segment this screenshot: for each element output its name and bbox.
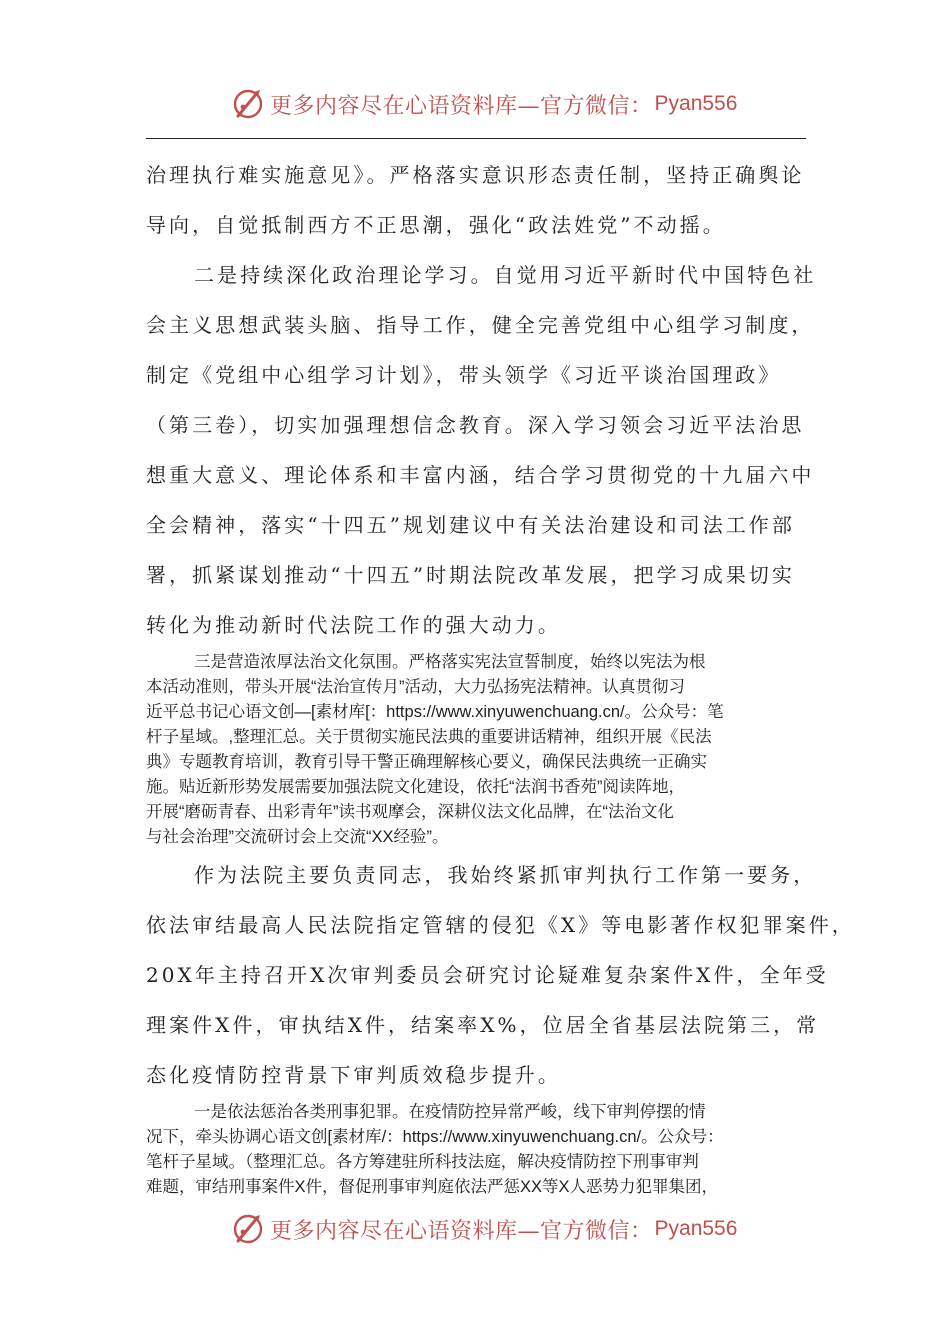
pen-seal-logo-icon — [230, 1211, 266, 1247]
text-line: 一是依法惩治各类刑事犯罪。在疫情防控异常严峻，线下审判停摆的情 — [194, 1103, 706, 1121]
text-line: 治理执行难实施意见》。严格落实意识形态责任制，坚持正确舆论 — [146, 163, 805, 187]
text-line: 施。贴近新形势发展需要加强法院文化建设，依托“法润书香苑”阅读阵地， — [146, 778, 685, 796]
text-line: 典》专题教育培训，教育引导干警正确理解核心要义，确保民法典统一正确实 — [146, 753, 707, 771]
text-line: 三是营造浓厚法治文化氛围。严格落实宪法宣誓制度，始终以宪法为根 — [194, 653, 706, 671]
footer-banner-text: 更多内容尽在心语资料库—官方微信： — [270, 1218, 653, 1244]
text-line: 态化疫情防控背景下审判质效稳步提升。 — [146, 1063, 561, 1087]
text-line: 杆子星域。,整理汇总。关于贯彻实施民法典的重要讲话精神，组织开展《民法 — [146, 728, 712, 746]
paragraph-continuation — [146, 150, 810, 250]
paragraph-criminal-cases — [146, 1100, 810, 1200]
text-line: 况下，牵头协调心语文创[素材库/：https://www.xinyuwenchuang.cn/。公众号： — [146, 1128, 724, 1146]
text-line: 与社会治理”交流研讨会上交流“XX经验”。 — [146, 828, 449, 846]
header-banner-text: 更多内容尽在心语资料库—官方微信： — [270, 93, 653, 119]
document-body — [146, 150, 855, 1200]
text-line: 导向，自觉抵制西方不正思潮，强化“政法姓党”不动摇。 — [146, 213, 726, 237]
footer-banner — [230, 1207, 750, 1251]
text-line: 近平总书记心语文创—[素材库[：https://www.xinyuwenchuang.cn/。公众号：笔 — [146, 703, 724, 721]
text-line: 20X年主持召开X次审判委员会研究讨论疑难复杂案件X件，全年受 — [146, 963, 829, 987]
text-line: 难题，审结刑事案件X件，督促刑事审判庭依法严惩XX等X人恶势力犯罪集团， — [146, 1178, 719, 1196]
text-line: 想重大意义、理论体系和丰富内涵，结合学习贯彻党的十九届六中 — [146, 463, 815, 487]
text-line: 会主义思想武装头脑、指导工作，健全完善党组中心组学习制度， — [146, 313, 815, 337]
text-line: 本活动准则，带头开展“法治宣传月”活动，大力弘扬宪法精神。认真贯彻习 — [146, 678, 685, 696]
text-line: （第三卷），切实加强理想信念教育。深入学习领会习近平法治思 — [146, 413, 805, 437]
pen-seal-logo-icon — [230, 86, 266, 122]
paragraph-political-theory — [146, 250, 817, 650]
header-banner — [230, 82, 750, 126]
text-line: 转化为推动新时代法院工作的强大动力。 — [146, 613, 561, 637]
paragraph-legal-culture — [146, 650, 810, 850]
text-line: 署，抓紧谋划推动“十四五”时期法院改革发展，把学习成果切实 — [146, 563, 795, 587]
footer-banner-wechat-id: Pyan556 — [654, 1217, 738, 1240]
text-line: 依法审结最高人民法院指定管辖的侵犯《X》等电影著作权犯罪案件， — [146, 913, 855, 937]
text-line: 笔杆子星域。（整理汇总。各方筹建驻所科技法庭，解决疫情防控下刑事审判 — [146, 1153, 699, 1171]
text-line: 开展“磨砺青春、出彩青年”读书观摩会，深耕仪法文化品牌，在“法治文化 — [146, 803, 674, 821]
text-line: 制定《党组中心组学习计划》，带头领学《习近平谈治国理政》 — [146, 363, 782, 387]
header-banner-wechat-id: Pyan556 — [654, 92, 738, 115]
text-line: 全会精神，落实“十四五”规划建议中有关法治建设和司法工作部 — [146, 513, 795, 537]
text-line: 作为法院主要负责同志，我始终紧抓审判执行工作第一要务， — [194, 863, 817, 887]
paragraph-trial-work — [146, 850, 855, 1100]
text-line: 理案件X件，审执结X件，结案率X%，位居全省基层法院第三，常 — [146, 1013, 820, 1037]
text-line: 二是持续深化政治理论学习。自觉用习近平新时代中国特色社 — [194, 263, 817, 287]
header-divider — [146, 138, 806, 139]
